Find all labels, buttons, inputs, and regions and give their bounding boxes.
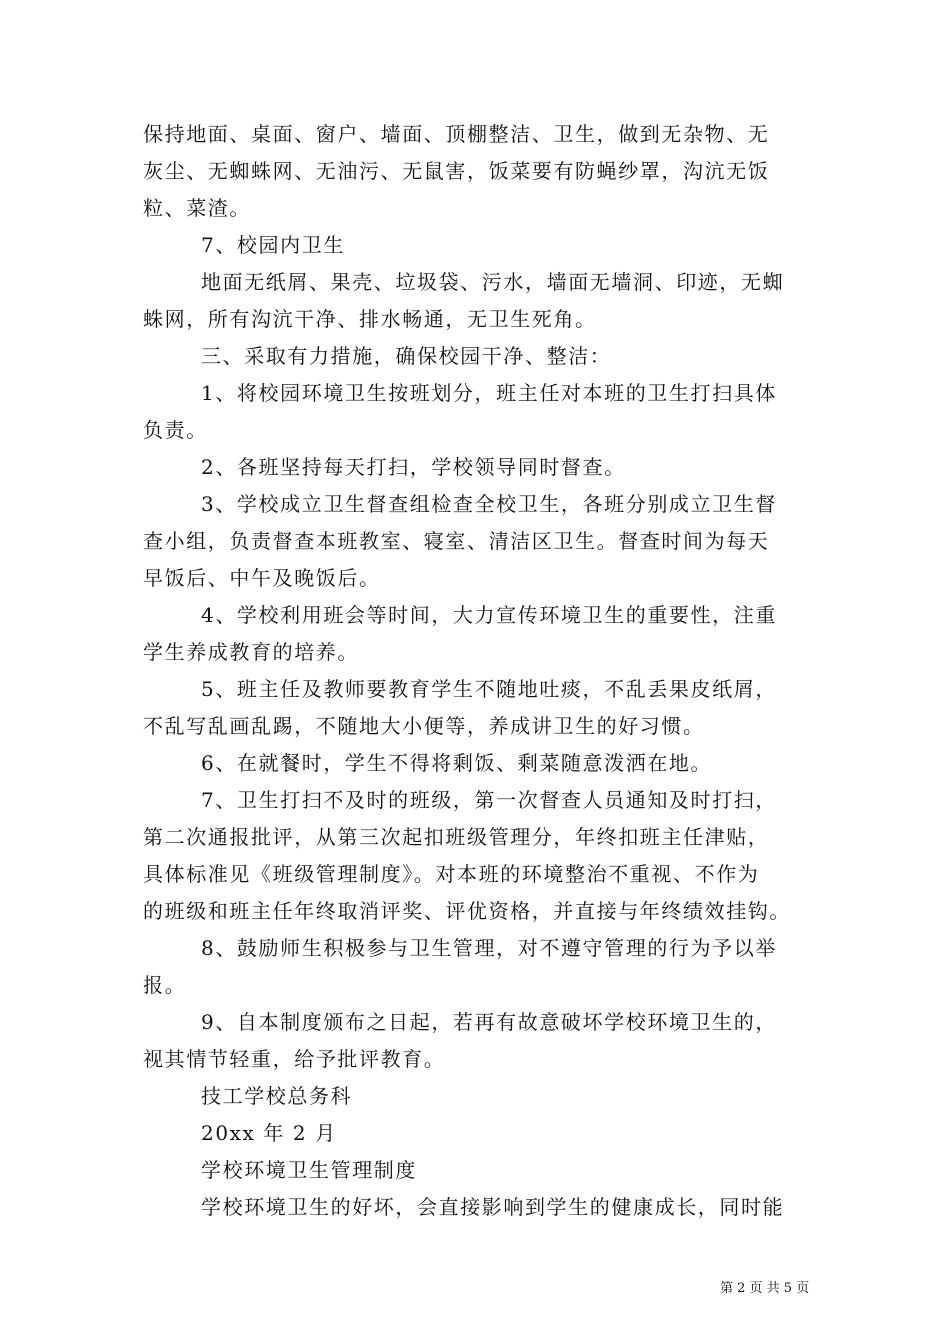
text-line: 7、校园内卫生	[201, 233, 345, 257]
text-line: 5、班主任及教师要教育学生不随地吐痰，不乱丢果皮纸屑，	[201, 677, 777, 701]
text-line: 地面无纸屑、果壳、垃圾袋、污水，墙面无墙洞、印迹，无蜘	[201, 270, 785, 294]
text-line: 不乱写乱画乱踢，不随地大小便等，养成讲卫生的好习惯。	[143, 714, 705, 738]
text-line: 早饭后、中午及晚饭后。	[143, 566, 381, 590]
text-line: 2、各班坚持每天打扫，学校领导同时督查。	[201, 455, 626, 479]
text-line: 6、在就餐时，学生不得将剩饭、剩菜随意泼洒在地。	[201, 751, 713, 775]
text-line: 学校环境卫生的好坏，会直接影响到学生的健康成长，同时能	[201, 1195, 785, 1219]
text-line: 3、学校成立卫生督查组检查全校卫生，各班分别成立卫生督	[201, 492, 777, 516]
page-number: 第 2 页 共 5 页	[720, 1281, 810, 1296]
text-line: 1、将校园环境卫生按班划分，班主任对本班的卫生打扫具体	[201, 381, 777, 405]
text-line: 灰尘、无蜘蛛网、无油污、无鼠害，饭菜要有防蝇纱罩，沟沆无饭	[143, 159, 770, 183]
text-line: 具体标准见《班级管理制度》。对本班的环境整治不重视、不作为	[143, 862, 760, 886]
text-line: 报。	[143, 973, 187, 997]
text-line: 8、鼓励师生积极参与卫生管理，对不遵守管理的行为予以举	[201, 936, 777, 960]
section-heading: 三、采取有力措施，确保校园干净、整洁：	[201, 344, 612, 368]
text-line: 第二次通报批评，从第三次起扣班级管理分，年终扣班主任津贴，	[143, 825, 770, 849]
text-line: 视其情节轻重，给予批评教育。	[143, 1047, 446, 1071]
signature-org: 技工学校总务科	[201, 1084, 353, 1108]
text-line: 4、学校利用班会等时间，大力宣传环境卫生的重要性，注重	[201, 603, 777, 627]
text-line: 粒、菜渣。	[143, 196, 251, 220]
signature-date: 20xx 年 2 月	[201, 1121, 337, 1145]
text-line: 9、自本制度颁布之日起，若再有故意破坏学校环境卫生的，	[201, 1010, 777, 1034]
text-line: 7、卫生打扫不及时的班级，第一次督查人员通知及时打扫，	[201, 788, 777, 812]
text-line: 查小组，负责督查本班教室、寝室、清洁区卫生。督查时间为每天	[143, 529, 770, 553]
text-line: 的班级和班主任年终取消评奖、评优资格，并直接与年终绩效挂钩。	[143, 899, 791, 923]
text-line: 负责。	[143, 418, 208, 442]
text-line: 学生养成教育的培养。	[143, 640, 359, 664]
document-title: 学校环境卫生管理制度	[201, 1158, 417, 1182]
text-line: 保持地面、桌面、窗户、墙面、顶棚整洁、卫生，做到无杂物、无	[143, 122, 770, 146]
text-line: 蛛网，所有沟沆干净、排水畅通，无卫生死角。	[143, 307, 597, 331]
